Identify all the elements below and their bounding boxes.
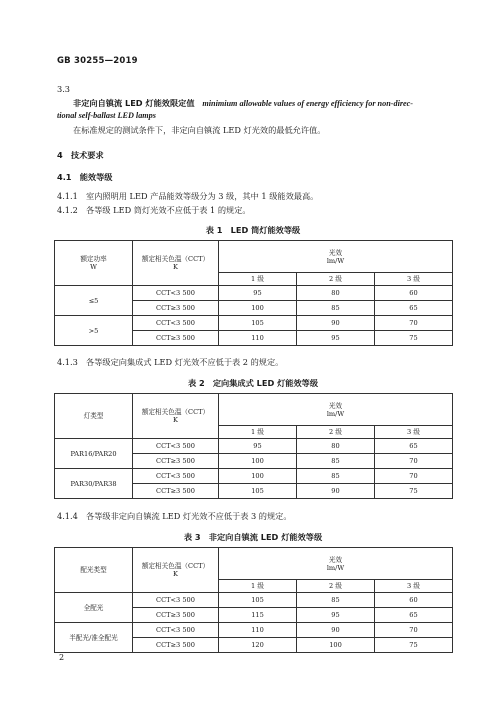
definition-text: 在标准规定的测试条件下，非定向自镇流 LED 灯光效的最低允许值。 xyxy=(73,125,326,135)
table1-header-efficacy: 光效 lm/W xyxy=(219,241,453,273)
table2-header-efficacy: 光效 lm/W xyxy=(219,394,453,426)
table3-header-grade3: 3 级 xyxy=(375,580,453,593)
table2-header-grade1: 1 级 xyxy=(219,426,297,439)
table3-group-label: 半配光/准全配光 xyxy=(55,623,133,653)
value-cell: 115 xyxy=(219,608,297,623)
value-cell: 90 xyxy=(297,623,375,638)
standard-code: GB 30255—2019 xyxy=(57,56,138,66)
cct-cell: CCT<3 500 xyxy=(133,623,219,638)
table-row xyxy=(55,286,453,301)
table-row xyxy=(55,623,453,638)
clause-4-1-4: 4.1.4 各等级非定向自镇流 LED 灯光效不应低于表 3 的规定。 xyxy=(57,511,292,521)
cct-cell: CCT≥3 500 xyxy=(133,638,219,653)
value-cell: 80 xyxy=(297,286,375,301)
table3-header-grade2: 2 级 xyxy=(297,580,375,593)
table3-caption: 表 3 非定向自镇流 LED 灯能效等级 xyxy=(183,532,323,542)
value-cell: 105 xyxy=(219,593,297,608)
table1-header-grade3: 3 级 xyxy=(375,273,453,286)
value-cell: 75 xyxy=(375,638,453,653)
cct-cell: CCT<3 500 xyxy=(133,439,219,454)
term-definition-3-3 xyxy=(73,97,413,110)
value-cell: 100 xyxy=(219,469,297,484)
table3-group-label: 全配光 xyxy=(55,593,133,623)
table-row xyxy=(55,593,453,608)
cct-cell: CCT<3 500 xyxy=(133,316,219,331)
value-cell: 90 xyxy=(297,316,375,331)
table2-header-grade2: 2 级 xyxy=(297,426,375,439)
value-cell: 100 xyxy=(219,454,297,469)
cct-cell: CCT≥3 500 xyxy=(133,331,219,346)
table1-header-grade1: 1 级 xyxy=(219,273,297,286)
value-cell: 105 xyxy=(219,484,297,499)
value-cell: 95 xyxy=(219,439,297,454)
clause-4-1-1: 4.1.1 室内照明用 LED 产品能效等级分为 3 级，其中 1 级能效最高。 xyxy=(57,191,319,201)
table2-group-label: PAR16/PAR20 xyxy=(55,439,133,469)
clause-4-1-3: 4.1.3 各等级定向集成式 LED 灯光效不应低于表 2 的规定。 xyxy=(57,357,284,367)
cct-cell: CCT<3 500 xyxy=(133,286,219,301)
value-cell: 120 xyxy=(219,638,297,653)
term-chinese: 非定向自镇流 LED 灯能效限定值 xyxy=(73,98,195,108)
value-cell: 70 xyxy=(375,623,453,638)
table1-header-grade2: 2 级 xyxy=(297,273,375,286)
table1-header-cct: 额定相关色温（CCT） K xyxy=(133,241,219,286)
value-cell: 110 xyxy=(219,331,297,346)
value-cell: 110 xyxy=(219,623,297,638)
table-row xyxy=(55,316,453,331)
table2-group-label: PAR30/PAR38 xyxy=(55,469,133,499)
clause-number-3-3: 3.3 xyxy=(57,84,71,94)
section-heading-4-1: 4.1 能效等级 xyxy=(57,172,113,182)
page-number: 2 xyxy=(59,653,65,662)
table2 xyxy=(54,393,453,499)
table1-caption: 表 1 LED 筒灯能效等级 xyxy=(205,225,301,235)
table3-header-grade1: 1 级 xyxy=(219,580,297,593)
value-cell: 75 xyxy=(375,484,453,499)
value-cell: 70 xyxy=(375,454,453,469)
table3-header-distribution: 配光类型 xyxy=(55,548,133,593)
value-cell: 85 xyxy=(297,301,375,316)
value-cell: 70 xyxy=(375,316,453,331)
table1 xyxy=(54,240,453,346)
value-cell: 80 xyxy=(297,439,375,454)
term-english-line1: minimium allowable values of energy efficiency for non-direc- xyxy=(202,99,414,108)
table3-header-cct: 额定相关色温（CCT） K xyxy=(133,548,219,593)
value-cell: 65 xyxy=(375,608,453,623)
table3 xyxy=(54,547,453,653)
term-english-line2: tional self-ballast LED lamps xyxy=(57,111,156,120)
table2-header-lamp-type: 灯类型 xyxy=(55,394,133,439)
value-cell: 100 xyxy=(297,638,375,653)
value-cell: 65 xyxy=(375,439,453,454)
table3-header-efficacy: 光效 lm/W xyxy=(219,548,453,580)
table2-caption: 表 2 定向集成式 LED 灯能效等级 xyxy=(187,378,319,388)
cct-cell: CCT≥3 500 xyxy=(133,484,219,499)
cct-cell: CCT≥3 500 xyxy=(133,454,219,469)
value-cell: 65 xyxy=(375,301,453,316)
table2-header-grade3: 3 级 xyxy=(375,426,453,439)
table-row xyxy=(55,439,453,454)
value-cell: 85 xyxy=(297,593,375,608)
value-cell: 105 xyxy=(219,316,297,331)
cct-cell: CCT<3 500 xyxy=(133,469,219,484)
section-heading-4: 4 技术要求 xyxy=(57,150,104,160)
value-cell: 60 xyxy=(375,286,453,301)
table-row xyxy=(55,469,453,484)
table1-group-label: >5 xyxy=(55,316,133,346)
cct-cell: CCT≥3 500 xyxy=(133,301,219,316)
value-cell: 75 xyxy=(375,331,453,346)
value-cell: 85 xyxy=(297,469,375,484)
value-cell: 95 xyxy=(219,286,297,301)
cct-cell: CCT<3 500 xyxy=(133,593,219,608)
value-cell: 95 xyxy=(297,608,375,623)
clause-4-1-2: 4.1.2 各等级 LED 筒灯光效不应低于表 1 的规定。 xyxy=(57,205,251,215)
value-cell: 95 xyxy=(297,331,375,346)
cct-cell: CCT≥3 500 xyxy=(133,608,219,623)
table1-group-label: ≤5 xyxy=(55,286,133,316)
value-cell: 70 xyxy=(375,469,453,484)
value-cell: 60 xyxy=(375,593,453,608)
table2-header-cct: 额定相关色温（CCT） K xyxy=(133,394,219,439)
value-cell: 100 xyxy=(219,301,297,316)
value-cell: 85 xyxy=(297,454,375,469)
table1-header-power: 额定功率 W xyxy=(55,241,133,286)
value-cell: 90 xyxy=(297,484,375,499)
